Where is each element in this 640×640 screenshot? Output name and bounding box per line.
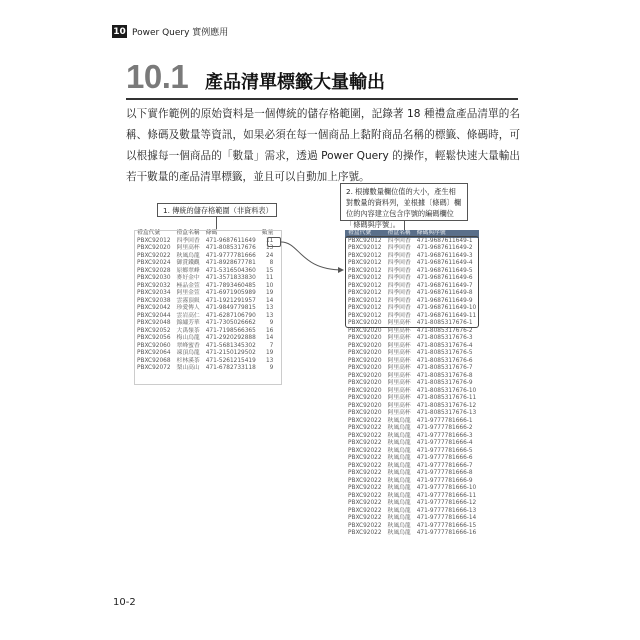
table-cell: PBXC92064 <box>137 350 171 356</box>
table-cell: 471-9777781666-2 <box>416 425 473 431</box>
table-row <box>345 425 479 433</box>
table-cell: 秋風烏龍 <box>387 500 411 506</box>
table-cell: 471-6971905989 <box>205 290 256 296</box>
table-cell: PBXC92022 <box>137 252 171 259</box>
table-cell: PBXC92022 <box>348 485 382 491</box>
table-cell: 471-9687611649-6 <box>416 275 473 281</box>
table-cell: 471-9777781666-14 <box>416 515 477 521</box>
table-cell: PBXC92012 <box>348 312 382 319</box>
result-highlight-frame <box>345 236 479 328</box>
table-cell: 471-9777781666-15 <box>416 522 477 529</box>
table-cell: 14 <box>265 297 274 304</box>
table-cell: 24 <box>265 252 274 259</box>
table-cell: PBXC92022 <box>348 425 382 431</box>
table-cell: PBXC92020 <box>348 357 382 364</box>
table-cell: PBXC92022 <box>348 440 382 446</box>
header-cell: 條碼 <box>205 230 218 236</box>
table-cell: 四季回香 <box>387 305 411 311</box>
table-cell: 471-8085317676-9 <box>416 380 473 386</box>
table-row <box>134 253 276 261</box>
table-row <box>345 448 479 456</box>
section-divider <box>126 98 518 100</box>
source-callout-leader <box>216 217 217 229</box>
table-row <box>345 478 479 486</box>
table-cell: 471-8085317676-7 <box>416 365 473 371</box>
table-cell: 471-9687611649-4 <box>416 260 473 266</box>
table-cell: 471-5681345302 <box>205 342 256 349</box>
table-cell: 阿里高杯 <box>387 380 411 386</box>
table-cell: PBXC92020 <box>348 410 382 416</box>
table-cell: 秋風烏龍 <box>387 447 411 454</box>
table-cell: 471-9777781666-8 <box>416 470 473 476</box>
table-cell: PBXC92048 <box>137 320 171 326</box>
table-row <box>345 463 479 471</box>
table-cell: PBXC92020 <box>348 327 382 334</box>
table-row <box>345 395 479 403</box>
table-cell: 秋風烏龍 <box>387 455 411 461</box>
table-cell: 錦繡芳華 <box>176 320 200 326</box>
table-row <box>345 418 479 426</box>
table-cell: PBXC92020 <box>348 387 382 394</box>
table-cell: 471-3571833830 <box>205 275 256 281</box>
table-cell: 四季回香 <box>387 245 411 251</box>
table-cell: 四季回香 <box>387 297 411 304</box>
table-cell: 471-9777781666-13 <box>416 507 477 514</box>
section-number: 10.1 <box>126 58 189 95</box>
table-cell: 四季回香 <box>387 312 411 319</box>
table-cell: 471-1921291957 <box>205 297 256 304</box>
table-cell: PBXC92022 <box>348 477 382 484</box>
table-cell: 471-8085317676-11 <box>416 395 477 401</box>
table-cell: 471-8085317676-8 <box>416 372 473 379</box>
table-cell: PBXC92024 <box>137 260 171 266</box>
table-row <box>345 403 479 411</box>
table-cell: PBXC92044 <box>137 312 171 319</box>
table-cell: PBXC92028 <box>137 267 171 274</box>
table-cell: PBXC92032 <box>137 282 171 289</box>
table-row <box>345 455 479 463</box>
table-cell: 471-9687611649-8 <box>416 290 473 296</box>
table-row <box>345 358 479 366</box>
table-cell: 凍頂烏龍 <box>176 350 200 356</box>
table-cell: PBXC92022 <box>348 507 382 514</box>
chapter-badge: 10 <box>113 26 126 37</box>
table-cell: 19 <box>265 350 274 356</box>
page-number: 10-2 <box>113 597 136 608</box>
section-title: 產品清單標籤大量輸出 <box>205 72 385 93</box>
table-row <box>134 238 276 246</box>
table-cell: PBXC92022 <box>348 455 382 461</box>
header-cell: 禮盒名稱 <box>385 230 414 238</box>
table-cell: PBXC92012 <box>348 260 382 266</box>
source-table-header <box>134 230 276 238</box>
table-cell: 翠峰蜜香 <box>176 342 200 349</box>
chapter-title: Power Query 實例應用 <box>132 28 229 38</box>
table-cell: PBXC92068 <box>137 357 171 364</box>
table-cell: 阿里高杯 <box>387 342 411 349</box>
table-row <box>134 358 276 366</box>
table-cell: PBXC92020 <box>348 380 382 386</box>
table-cell: PBXC92022 <box>348 462 382 469</box>
table-cell: 阿里高杯 <box>387 387 411 394</box>
table-cell: 秋風烏龍 <box>387 492 411 499</box>
table-cell: 阿里高杯 <box>387 327 411 334</box>
table-row <box>345 515 479 523</box>
table-cell: PBXC92022 <box>348 515 382 521</box>
table-cell: PBXC92030 <box>137 275 171 281</box>
table-cell: 471-9777781666-16 <box>416 530 477 536</box>
table-cell: 471-9687611649-7 <box>416 282 473 289</box>
table-row <box>345 508 479 516</box>
table-cell: 阿里高杯 <box>387 410 411 416</box>
table-cell: 阿里高杯 <box>176 245 200 251</box>
table-cell: PBXC92022 <box>348 470 382 476</box>
table-row <box>345 485 479 493</box>
table-cell: 阿里高杯 <box>387 350 411 356</box>
table-cell: PBXC92022 <box>348 492 382 499</box>
table-cell: PBXC92020 <box>348 335 382 341</box>
table-cell: 471-9777781666-12 <box>416 500 477 506</box>
table-cell: PBXC92012 <box>348 297 382 304</box>
table-row <box>345 365 479 373</box>
table-cell: 471-9687611649-3 <box>416 252 473 259</box>
table-cell: 471-5316504360 <box>205 267 256 274</box>
table-cell: 471-9777781666-5 <box>416 447 473 454</box>
table-cell: 471-9777781666 <box>205 252 256 259</box>
table-cell: 471-7198566365 <box>205 327 256 334</box>
table-cell: 471-8085317676-5 <box>416 350 473 356</box>
table-cell: 471-8085317676-10 <box>416 387 477 394</box>
table-cell: 471-8085317676-12 <box>416 402 477 409</box>
table-cell: PBXC92012 <box>348 267 382 274</box>
table-cell: 極品金萱 <box>176 282 200 289</box>
table-cell: PBXC92056 <box>137 335 171 341</box>
table-cell: 御賞鐵觀 <box>176 260 200 266</box>
table-row <box>345 380 479 388</box>
table-cell: 471-8085317676-3 <box>416 335 473 341</box>
table-row <box>345 470 479 478</box>
table-cell: 秋風烏龍 <box>387 440 411 446</box>
table-cell: 珍愛傳人 <box>176 305 200 311</box>
table-cell: 四季回香 <box>387 275 411 281</box>
table-row <box>345 373 479 381</box>
table-cell: 秋風烏龍 <box>387 432 411 439</box>
table-cell: 471-9777781666-10 <box>416 485 477 491</box>
header-cell: 禮盒代號 <box>137 230 161 236</box>
table-cell: PBXC92012 <box>348 282 382 289</box>
table-cell: 阿里高杯 <box>387 335 411 341</box>
table-cell: 471-9777781666-3 <box>416 432 473 439</box>
table-cell: 阿里高杯 <box>387 395 411 401</box>
table-row <box>134 350 276 358</box>
table-cell: 13 <box>265 357 274 364</box>
table-row <box>345 350 479 358</box>
table-cell: 471-9777781666-7 <box>416 462 473 469</box>
table-row <box>345 343 479 351</box>
table-cell: 471-8085317676-4 <box>416 342 473 349</box>
table-cell: 阿里高杯 <box>387 357 411 364</box>
table-row <box>134 328 276 336</box>
table-cell: PBXC92022 <box>348 522 382 529</box>
table-cell: 麥好金中 <box>176 275 200 281</box>
table-cell: PBXC92012 <box>348 305 382 311</box>
table-cell: PBXC92020 <box>348 350 382 356</box>
header-cell: 禮盒代號 <box>345 230 385 238</box>
table-row <box>345 410 479 418</box>
table-cell: 471-8085317676-1 <box>416 320 473 326</box>
table-cell: 四季回香 <box>387 260 411 266</box>
table-cell: 471-7893460485 <box>205 282 256 289</box>
table-cell: 7 <box>269 342 274 349</box>
source-table-body <box>134 238 276 373</box>
table-row <box>134 268 276 276</box>
table-cell: PBXC92020 <box>348 402 382 409</box>
table-cell: 471-9777781666-9 <box>416 477 473 484</box>
table-cell: PBXC92020 <box>348 320 382 326</box>
table-cell: 471-9687611649-2 <box>416 245 473 251</box>
table-cell: 四季回香 <box>387 252 411 259</box>
header-cell: 禮盒名稱 <box>176 230 200 236</box>
table-cell: PBXC92022 <box>348 500 382 506</box>
table-cell: 秋風烏龍 <box>387 425 411 431</box>
table-row <box>134 313 276 321</box>
table-row <box>134 343 276 351</box>
table-cell: 10 <box>265 282 274 289</box>
table-cell: 471-9849779815 <box>205 305 256 311</box>
table-cell: 四季回香 <box>387 237 411 244</box>
header-cell: 數量 <box>261 230 274 236</box>
table-row <box>134 283 276 291</box>
table-row <box>345 493 479 501</box>
table-cell: PBXC92022 <box>348 530 382 536</box>
table-cell: 四季回香 <box>387 290 411 296</box>
table-cell: 471-9777781666-11 <box>416 492 477 499</box>
table-cell: 原鄉翠峰 <box>176 267 200 274</box>
running-header <box>112 25 228 38</box>
source-table <box>134 230 276 373</box>
header-cell: 條碼與序號 <box>414 230 480 238</box>
table-cell: 471-9777781666-1 <box>416 417 473 424</box>
quantity-highlight <box>267 237 281 247</box>
table-cell: 471-8085317676-2 <box>416 327 473 334</box>
table-cell: 471-9777781666-6 <box>416 455 473 461</box>
table-cell: 四季回香 <box>387 267 411 274</box>
table-cell: 471-8085317676-13 <box>416 410 477 416</box>
table-cell: PBXC92034 <box>137 290 171 296</box>
table-cell: PBXC92012 <box>348 245 382 251</box>
table-row <box>345 530 479 538</box>
table-cell: PBXC92038 <box>137 297 171 304</box>
table-cell: 梅山烏龍 <box>176 335 200 341</box>
table-cell: 四季回香 <box>176 237 200 244</box>
table-cell: 471-9687611649-1 <box>416 237 473 244</box>
table-cell: 秋風烏龍 <box>387 477 411 484</box>
table-cell: PBXC92012 <box>348 275 382 281</box>
table-cell: 471-6782733118 <box>205 365 256 371</box>
table-row <box>345 523 479 531</box>
table-cell: 13 <box>265 305 274 311</box>
table-cell: 阿里高杯 <box>387 320 411 326</box>
table-cell: PBXC92012 <box>348 237 382 244</box>
table-cell: 19 <box>265 290 274 296</box>
table-cell: 四季回香 <box>387 282 411 289</box>
table-row <box>134 365 276 373</box>
table-cell: 大禹嶺茶 <box>176 327 200 334</box>
table-cell: 15 <box>265 267 274 274</box>
table-cell: 雲霧頂級 <box>176 297 200 304</box>
table-cell: 杉林溪茶 <box>176 357 200 364</box>
result-callout: 2. 根據數量欄位值的大小，產生相對數量的資料列，並根據〔條碼〕欄位的內容建立包含序號的編碼欄位「條碼與序號」。 <box>340 183 468 221</box>
table-row <box>345 388 479 396</box>
table-cell: 471-7305026662 <box>205 320 256 326</box>
table-cell: 阿里金萱 <box>176 290 200 296</box>
table-cell: 471-2920292888 <box>205 335 256 341</box>
table-cell: 秋風烏龍 <box>387 470 411 476</box>
table-row <box>134 305 276 313</box>
table-cell: 13 <box>265 245 274 251</box>
table-cell: 471-2150129502 <box>205 350 256 356</box>
table-cell: 471-9687611649-9 <box>416 297 473 304</box>
table-cell: PBXC92022 <box>348 432 382 439</box>
table-cell: PBXC92052 <box>137 327 171 334</box>
table-cell: 16 <box>265 327 274 334</box>
table-cell: 471-6287106790 <box>205 312 256 319</box>
table-row <box>134 275 276 283</box>
table-cell: 11 <box>265 237 274 244</box>
table-cell: PBXC92072 <box>137 365 171 371</box>
table-row <box>134 298 276 306</box>
table-cell: PBXC92020 <box>348 372 382 379</box>
table-cell: 秋風烏龍 <box>387 507 411 514</box>
table-cell: PBXC92022 <box>348 417 382 424</box>
table-cell: 471-8085317676-6 <box>416 357 473 364</box>
table-cell: 秋風烏龍 <box>387 515 411 521</box>
table-cell: 13 <box>265 312 274 319</box>
table-cell: 471-9687611649-5 <box>416 267 473 274</box>
table-cell: 8 <box>269 260 274 266</box>
table-cell: 471-9687611649 <box>205 237 256 244</box>
table-cell: PBXC92012 <box>348 290 382 296</box>
table-cell: 471-5261215419 <box>205 357 256 364</box>
table-row <box>345 328 479 336</box>
table-cell: 471-9777781666-4 <box>416 440 473 446</box>
table-cell: 梨山高山 <box>176 365 200 371</box>
table-cell: PBXC92020 <box>348 395 382 401</box>
table-cell: 11 <box>265 275 274 281</box>
table-cell: PBXC92012 <box>137 237 171 244</box>
table-cell: 471-9687611649-11 <box>416 312 477 319</box>
table-cell: 14 <box>265 335 274 341</box>
table-cell: PBXC92020 <box>348 342 382 349</box>
table-row <box>345 440 479 448</box>
table-cell: 秋風烏龍 <box>387 485 411 491</box>
table-cell: PBXC92060 <box>137 342 171 349</box>
table-row <box>345 335 479 343</box>
table-cell: 9 <box>269 365 274 371</box>
table-row <box>345 433 479 441</box>
table-cell: 阿里高杯 <box>387 372 411 379</box>
table-cell: 雲岩高仁 <box>176 312 200 319</box>
table-row <box>134 245 276 253</box>
table-cell: 秋風烏龍 <box>176 252 200 259</box>
table-cell: 秋風烏龍 <box>387 522 411 529</box>
table-cell: PBXC92022 <box>348 447 382 454</box>
table-cell: 471-8085317676 <box>205 245 256 251</box>
table-cell: 9 <box>269 320 274 326</box>
body-paragraph: 以下實作範例的原始資料是一個傳統的儲存格範圍，記錄著 18 種禮盒產品清單的名稱、條碼及數量等資訊，如果必須在每一個商品上黏附商品名稱的標籤、條碼時，可以根據每一個商品的「數量」需求，透過 Power Query 的操作，輕鬆快速大量輸出若干數量的產品清單標籤，並且可以自動加上序號。 <box>126 108 520 183</box>
table-row <box>134 335 276 343</box>
table-row <box>134 290 276 298</box>
source-callout: 1. 傳統的儲存格範圍（非資料表） <box>157 203 277 217</box>
table-row <box>134 320 276 328</box>
table-cell: 471-8928677781 <box>205 260 256 266</box>
table-row <box>345 500 479 508</box>
table-cell: PBXC92012 <box>348 252 382 259</box>
table-cell: 阿里高杯 <box>387 402 411 409</box>
table-cell: PBXC92020 <box>137 245 171 251</box>
table-cell: 471-9687611649-10 <box>416 305 477 311</box>
table-cell: 秋風烏龍 <box>387 417 411 424</box>
table-cell: 阿里高杯 <box>387 365 411 371</box>
table-cell: 秋風烏龍 <box>387 530 411 536</box>
table-cell: PBXC92020 <box>348 365 382 371</box>
table-cell: 秋風烏龍 <box>387 462 411 469</box>
table-row <box>134 260 276 268</box>
table-cell: PBXC92042 <box>137 305 171 311</box>
